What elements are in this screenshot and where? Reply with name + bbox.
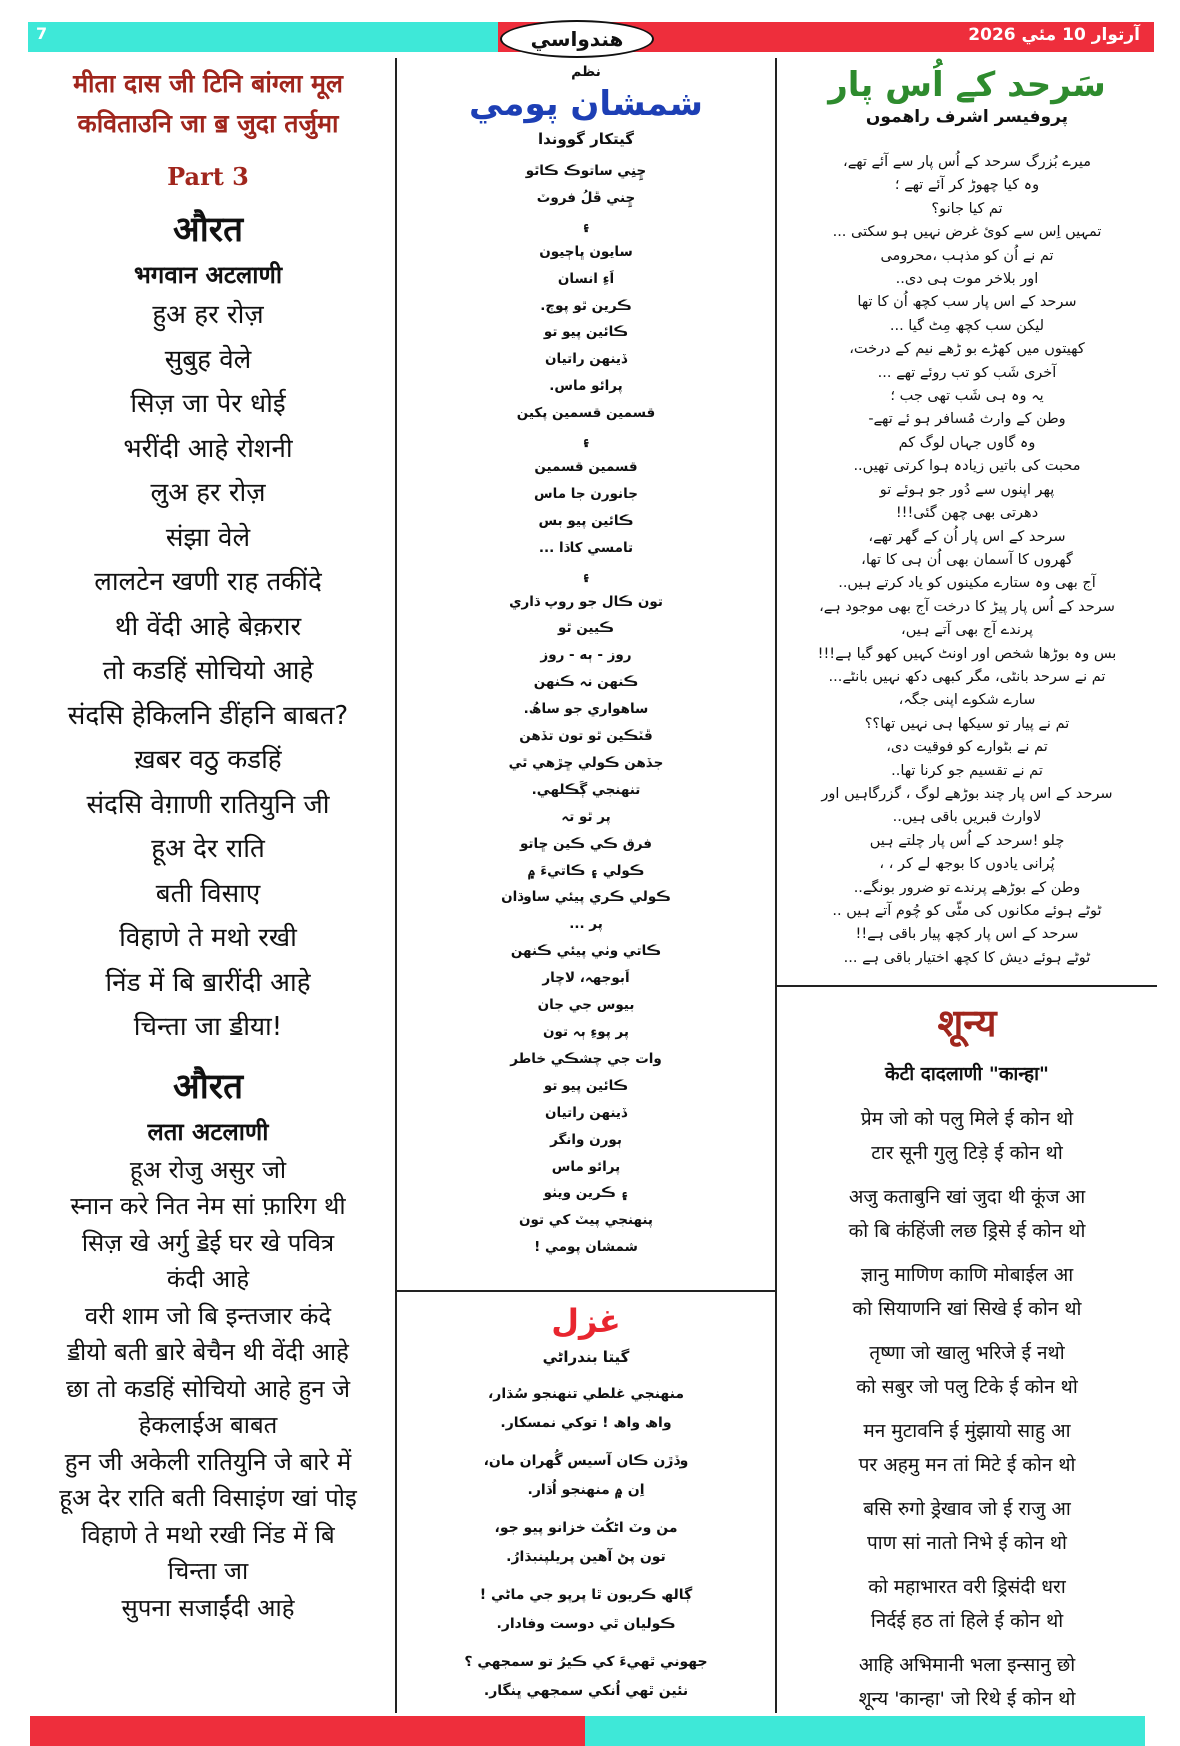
poem-line: ڏينهن راتيان (545, 1104, 627, 1121)
header-band-teal (28, 22, 498, 52)
poem-line: हूअ देर राति बती विसाइंण खां पोइ (59, 1484, 357, 1512)
section-label: نظم (571, 64, 601, 80)
poem-line: ٹوٹے ہوئے مکانوں کی مٹّی کو چُوم آتے ہیں .. (832, 903, 1102, 919)
poem-line: اِن ۾ منهنجو اُڌار. (527, 1481, 645, 1498)
poem-line: कंदी आहे (166, 1265, 250, 1293)
poem-body (398, 1380, 774, 1705)
poem-line: وطن کے بوڑھے پرندے تو ضرور بونگے.. (853, 879, 1081, 896)
poem-line: میرے بُزرگ سرحد کے اُس پار سے آئے تھے، (843, 154, 1091, 170)
poem-line: निंड में बि ॿारींदी आहे (105, 967, 311, 998)
poem-line: ٹوٹے ہوئے دیش کا کچھ اختیار باقی ہے ... (843, 949, 1091, 966)
poem-line: پُرانی یادوں کا بوجھ لے کر ، ، (879, 856, 1055, 873)
poem-line: स्नान करे नित नेम सां फ़ारिग थी (70, 1192, 346, 1220)
poem-line: سرحد کے اس پار چند بوڑھے لوگ ، گزرگاہیں اور (821, 785, 1113, 802)
poem-author: केटी दादलाणी "कान्हा" (885, 1063, 1049, 1085)
poem-line: ڪائين پيو بس (538, 512, 634, 529)
poem-line: मन मुटावनि ई मुंझायो साहु आ (863, 1420, 1071, 1442)
poem-line: ۽ (582, 432, 590, 449)
poem-title: سَرحد کے اُس پار (828, 65, 1106, 105)
couplet (778, 1336, 1156, 1404)
poem-line: شمشان پومي ! (534, 1239, 638, 1256)
poem-line: سرحد کے اس پار کچھ پیار باقی ہے!! (855, 926, 1079, 943)
poem-body (778, 151, 1156, 970)
part-label: Part 3 (167, 162, 249, 191)
poem-line: من وٽ اڻکُٽ خزانو پيو جو، (494, 1520, 678, 1536)
poem-line: शून्य 'कान्हा' जो रिथे ई कोन थो (858, 1688, 1076, 1710)
poem-line: ڪوليان ٿي دوست وفادار. (496, 1615, 676, 1632)
couplet (778, 1492, 1156, 1560)
poem-author: گيتا بندراڻي (542, 1348, 630, 1366)
masthead-logo: هندواسي (500, 20, 654, 58)
poem-line: आहि अभिमानी भला इन्सानु छो (858, 1654, 1076, 1676)
poem-line: संझा वेले (165, 522, 251, 553)
poem-line: ڪيين ٿو (558, 620, 614, 637)
poem-line: تم نے تقسیم جو کرنا تھا.. (891, 762, 1043, 779)
poem-line: پر ٿو تہ (561, 808, 611, 825)
intro-line: मीता दास जी टिनि बांग्ला मूल (73, 69, 343, 98)
footer-band-red (30, 1716, 585, 1746)
poem-line: وہ گاوں جہاں لوگ کم (898, 434, 1036, 451)
column-divider (775, 58, 777, 1713)
poem-line: ڪائين پيو تو (543, 324, 629, 341)
poem-line: جانورن جا ماس (534, 485, 638, 502)
poem-line: اَبوجھہ، لاچار (542, 970, 630, 987)
poem-line: को महाभारत वरी ड्रिसंदी धरा (868, 1576, 1066, 1598)
poem-line: ڪولي ۽ ڪاتيءَ ۾ (527, 862, 645, 879)
poem-line: सुबुह वेले (164, 344, 252, 375)
poem-line: विहाणे ते मथो रखी निंड में बि (81, 1520, 335, 1549)
poem-line: سارے شکوے اپنی جگہ، (898, 692, 1036, 709)
poem-line: واھ واھ ! توکي نمسکار. (500, 1414, 672, 1431)
poem-line: تم نے پیار تو سیکھا ہی نہیں تھا؟؟ (864, 715, 1070, 732)
poem-line: سايون ڀاڄيون (539, 243, 633, 260)
poem-line: ڇِنِي ساتوڪ ڪاٿو (525, 163, 647, 179)
poem-line: पर अहमु मन तां मिटे ई कोन थो (858, 1454, 1076, 1476)
ghazal-section (398, 1302, 774, 1705)
poem-line: اور بلاخر موت ہی دی.. (895, 271, 1039, 288)
poem-line: تم نے سرحد بانٹی، مگر کبھی دکھ نہیں بانٹے... (828, 668, 1106, 685)
poem-line: تنهنجي ڳَڪلهي. (531, 781, 641, 798)
poem-line: پر ... (569, 916, 603, 933)
poem-line: آخری شَب کو تب روئے تھے ... (877, 364, 1057, 381)
poem-line: اَءِ انسان (557, 270, 615, 287)
poem-line: تم نے بٹوارے کو فوقیت دی، (886, 739, 1048, 756)
poem-line: निर्दई हठ तां हिले ई कोन थो (870, 1610, 1064, 1632)
poem-line: छा तो कडहिं सोचियो आहे हुन जे (65, 1374, 351, 1403)
poem-line: تمہیں اِس سے کوئ غرض نہیں ہو سکتی ... (832, 224, 1102, 241)
poem-title: شمشان پومي (469, 84, 703, 124)
poem-line: सिज़ जा पेर धोई (130, 389, 286, 419)
couplet (778, 1648, 1156, 1716)
poem-body (28, 1152, 388, 1627)
couplet (778, 1180, 1156, 1248)
poem-line: پنهنجي پيٽ کي تون (519, 1212, 653, 1229)
poem-line: آج بھی وہ ستارے مکینوں کو یاد کرتے ہیں.. (838, 575, 1096, 592)
poem-line: بس وہ بوڑھا شخص اور اونٹ کہیں کھو گیا ہے!!! (817, 645, 1117, 662)
issue-date: آرتوار 10 مئي 2026 (968, 25, 1140, 45)
poem-line: भरींदी आहे रोशनी (123, 433, 293, 464)
shunya-section (778, 996, 1156, 1726)
poem-line: ۽ (582, 566, 590, 583)
poem-line: ڇِني ڦلُ فروٽ (536, 189, 636, 206)
poem-line: ڪاتي وٺي پيئي ڪنهن (510, 943, 662, 960)
poem-line: جڏهن ڪولي ڇڙهي ٿي (508, 754, 664, 771)
poem-line: ڳالھ ڪريون ٿا پرپو جي ماڻي ! (479, 1587, 693, 1603)
section-divider (777, 985, 1157, 987)
poem-line: قسمين قسمين پکين (516, 405, 656, 422)
poem-line: ڪائين پيو تو (543, 1077, 629, 1094)
poem-line: سرحد کے اس پار سب کچھ اُن کا تھا (857, 294, 1077, 311)
poem-line: ڦٽڪين ٿو تون تڏهن (519, 728, 653, 745)
poem-line: تون پڻ آهين پريلپنبڌارُ. (506, 1548, 666, 1565)
poem-line: को सबुर जो पलु टिके ई कोन थो (856, 1376, 1078, 1398)
right-column (778, 64, 1156, 970)
poem-line: دھرتی بھی چھن گئی!!! (895, 505, 1039, 522)
poem-line: روز - ٻه - روز (540, 647, 632, 664)
poem-line: کھیتوں میں کھڑے بو ڑھے نیم کے درخت، (849, 341, 1085, 358)
poem-line: ۽ ڪرين ويٺو (543, 1185, 629, 1202)
poem-line: विहाणे ते मथो रखी (119, 923, 297, 953)
poem-line: चिन्ता जा (167, 1557, 249, 1585)
poem-line: टार सूनी गुलु टिड़े ई कोन थो (871, 1142, 1063, 1164)
poem-line: وات جي چشڪي خاطر (510, 1050, 662, 1067)
poem-line: چلو !سرحد کے اُس پار چلتے ہیں (869, 832, 1065, 849)
poem-title: शून्य (937, 1001, 997, 1045)
poem-line: پرائو ماس. (549, 378, 623, 395)
poem-line: अजु कताबुनि खां जुदा थी कूंज आ (848, 1186, 1086, 1208)
poem-line: को सियाणनि खां सिखे ई कोन थो (852, 1298, 1082, 1320)
poem-title: औरत (172, 210, 244, 250)
poem-line: ڪولي ڪري پيئي ساوڌان (501, 889, 671, 906)
poem-line: ॾीयो बती ॿारे बेचैन थी वेंदी आहे (67, 1338, 349, 1366)
poem-line: لیکن سب کچھ مِٹ گیا ... (889, 317, 1045, 334)
poem-line: فرق ڪي ڪين ڇاتو (519, 835, 653, 852)
poem-line: سرحد کے اس پار اُن کے گھر تھے، (868, 528, 1066, 545)
poem-line: ख़बर वठु कडहिं (134, 745, 282, 775)
poem-line: हुअ हर रोज़ (152, 300, 264, 330)
poem-line: محبت کی باتیں زیادہ ہوا کرتی تھیں.. (853, 458, 1081, 475)
poem-line: تامسي کاڌا ... (538, 539, 634, 556)
poem-author: भगवान अटलाणी (133, 261, 283, 289)
poem-line: हूअ रोजु असुर जो (129, 1155, 287, 1184)
poem-line: تون ڪال جو روپ ڌاري (509, 593, 663, 610)
poem-line: सुपना सजाईंदी आहे (121, 1593, 295, 1622)
couplet (778, 1102, 1156, 1170)
column-divider (395, 58, 397, 1713)
poem-line: تم کیا جانو؟ (931, 200, 1003, 217)
poem-line: सिज़ खे अर्गु ॾेई घर खे पवित्र (81, 1228, 335, 1257)
footer-band-teal (585, 1716, 1145, 1746)
poem-line: संदसि हेकिलनि डींहनि बाबत? (67, 700, 349, 731)
poem-line: तृष्णा जो खालु भरिजे ई नथो (869, 1342, 1065, 1364)
poem-title: غزل (551, 1302, 621, 1340)
poem-line: نئين ٿهي اُنکي سمجھي ڀنگار. (483, 1682, 689, 1699)
poem-line: प्रेम जो को पलु मिले ई कोन थो (860, 1108, 1074, 1130)
couplet (778, 1414, 1156, 1482)
poem-author: گيتکار گووندا (537, 130, 635, 148)
poem-line: جهوني ٿهيءَ کي ڪيرُ تو سمجهي ؟ (464, 1654, 708, 1670)
poem-line: ڏينهن راتيان (545, 351, 627, 368)
intro-line: कविताउनि जा ॿ जुदा तर्जुमा (77, 109, 339, 138)
poem-line: ۽ (582, 216, 590, 233)
poem-line: لاوارث قبریں باقی ہیں.. (892, 809, 1042, 826)
poem-body (778, 1102, 1156, 1716)
poem-line: قسمين قسمين (534, 458, 638, 475)
poem-line: ٻورن وانگر (550, 1131, 622, 1148)
section-divider (397, 1290, 775, 1292)
poem-line: تم نے اُن کو مذہب ،محرومی (880, 247, 1054, 264)
poem-line: चिन्ता जा ॾीया! (133, 1012, 283, 1042)
poem-line: گھروں کا آسمان بھی اُن ہی کا تھا، (861, 551, 1073, 568)
poem-line: وہ کیا چھوڑ کر آئے تھے ؛ (894, 177, 1040, 194)
poem-line: وطن کے وارث مُسافر ہو ئے تھے- (868, 411, 1066, 428)
poem-line: وڏڙن ڪان آسيس گُھران مان، (483, 1453, 689, 1469)
page-number: 7 (36, 24, 48, 43)
poem-line: پھر اپنوں سے دُور جو ہوئے تو (879, 481, 1055, 498)
poem-line: ज्ञानु माणिण काणि मोबाईल आ (860, 1264, 1074, 1286)
poem-line: یہ وہ ہی شَب تھی جب ؛ (890, 388, 1044, 405)
poem-line: ڪرين ٿو پوڄ. (540, 297, 632, 314)
left-column (28, 64, 388, 1626)
poem-line: हुन जी अकेली रातियुनि जे बारे में (64, 1447, 352, 1476)
poem-line: منهنجي غلطي تنهنجو سُڌار، (487, 1386, 685, 1402)
poem-line: پرائو ماس (551, 1158, 621, 1175)
couplet (778, 1570, 1156, 1638)
poem-line: लुअ हर रोज़ (150, 478, 266, 508)
poem-line: तो कडहिं सोचियो आहे (102, 656, 314, 686)
poem-line: ساهواري جو ساھُ. (523, 701, 649, 718)
poem-line: वरी शाम जो बि इन्तजार कंदे (84, 1301, 332, 1330)
poem-line: ڪنهن نہ ڪنهن (533, 674, 639, 691)
poem-line: थी वेंदी आहे बेक़रार (114, 611, 302, 642)
poem-line: को बि कंहिंजी लछ ड्रिसे ई कोन थो (848, 1220, 1086, 1242)
poem-line: پرندے آج بھی آتے ہیں، (901, 622, 1033, 639)
poem-body (398, 158, 774, 1261)
middle-column (398, 64, 774, 1261)
poem-body (28, 293, 388, 1050)
couplet (778, 1258, 1156, 1326)
poem-line: बसि रुगो ड्रेखाव जो ई राजु आ (863, 1498, 1071, 1520)
poem-line: हूअ देर राति (151, 834, 265, 864)
poem-line: پر پوءِ ٻہ تون (542, 1024, 630, 1040)
poem-author: लता अटलाणी (147, 1117, 269, 1146)
poem-line: بيوس جي جان (537, 997, 635, 1014)
poem-line: बती विसाए (155, 878, 261, 909)
poem-line: संदसि वेग़ाणी रातियुनि जी (86, 789, 330, 820)
poem-line: लालटेन खणी राह तकींदे (94, 567, 322, 597)
intro-heading (28, 64, 388, 144)
poem-line: हेकलाईअ बाबत (138, 1411, 278, 1439)
poem-line: سرحد کے اُس پار پیڑ کا درخت آج بھی موجود ہے، (819, 598, 1115, 615)
poem-line: पाण सां नातो निभे ई कोन थो (867, 1532, 1067, 1554)
poem-author: پروفیسر اشرف راھموں (865, 107, 1069, 127)
poem-title: औरत (172, 1066, 244, 1107)
